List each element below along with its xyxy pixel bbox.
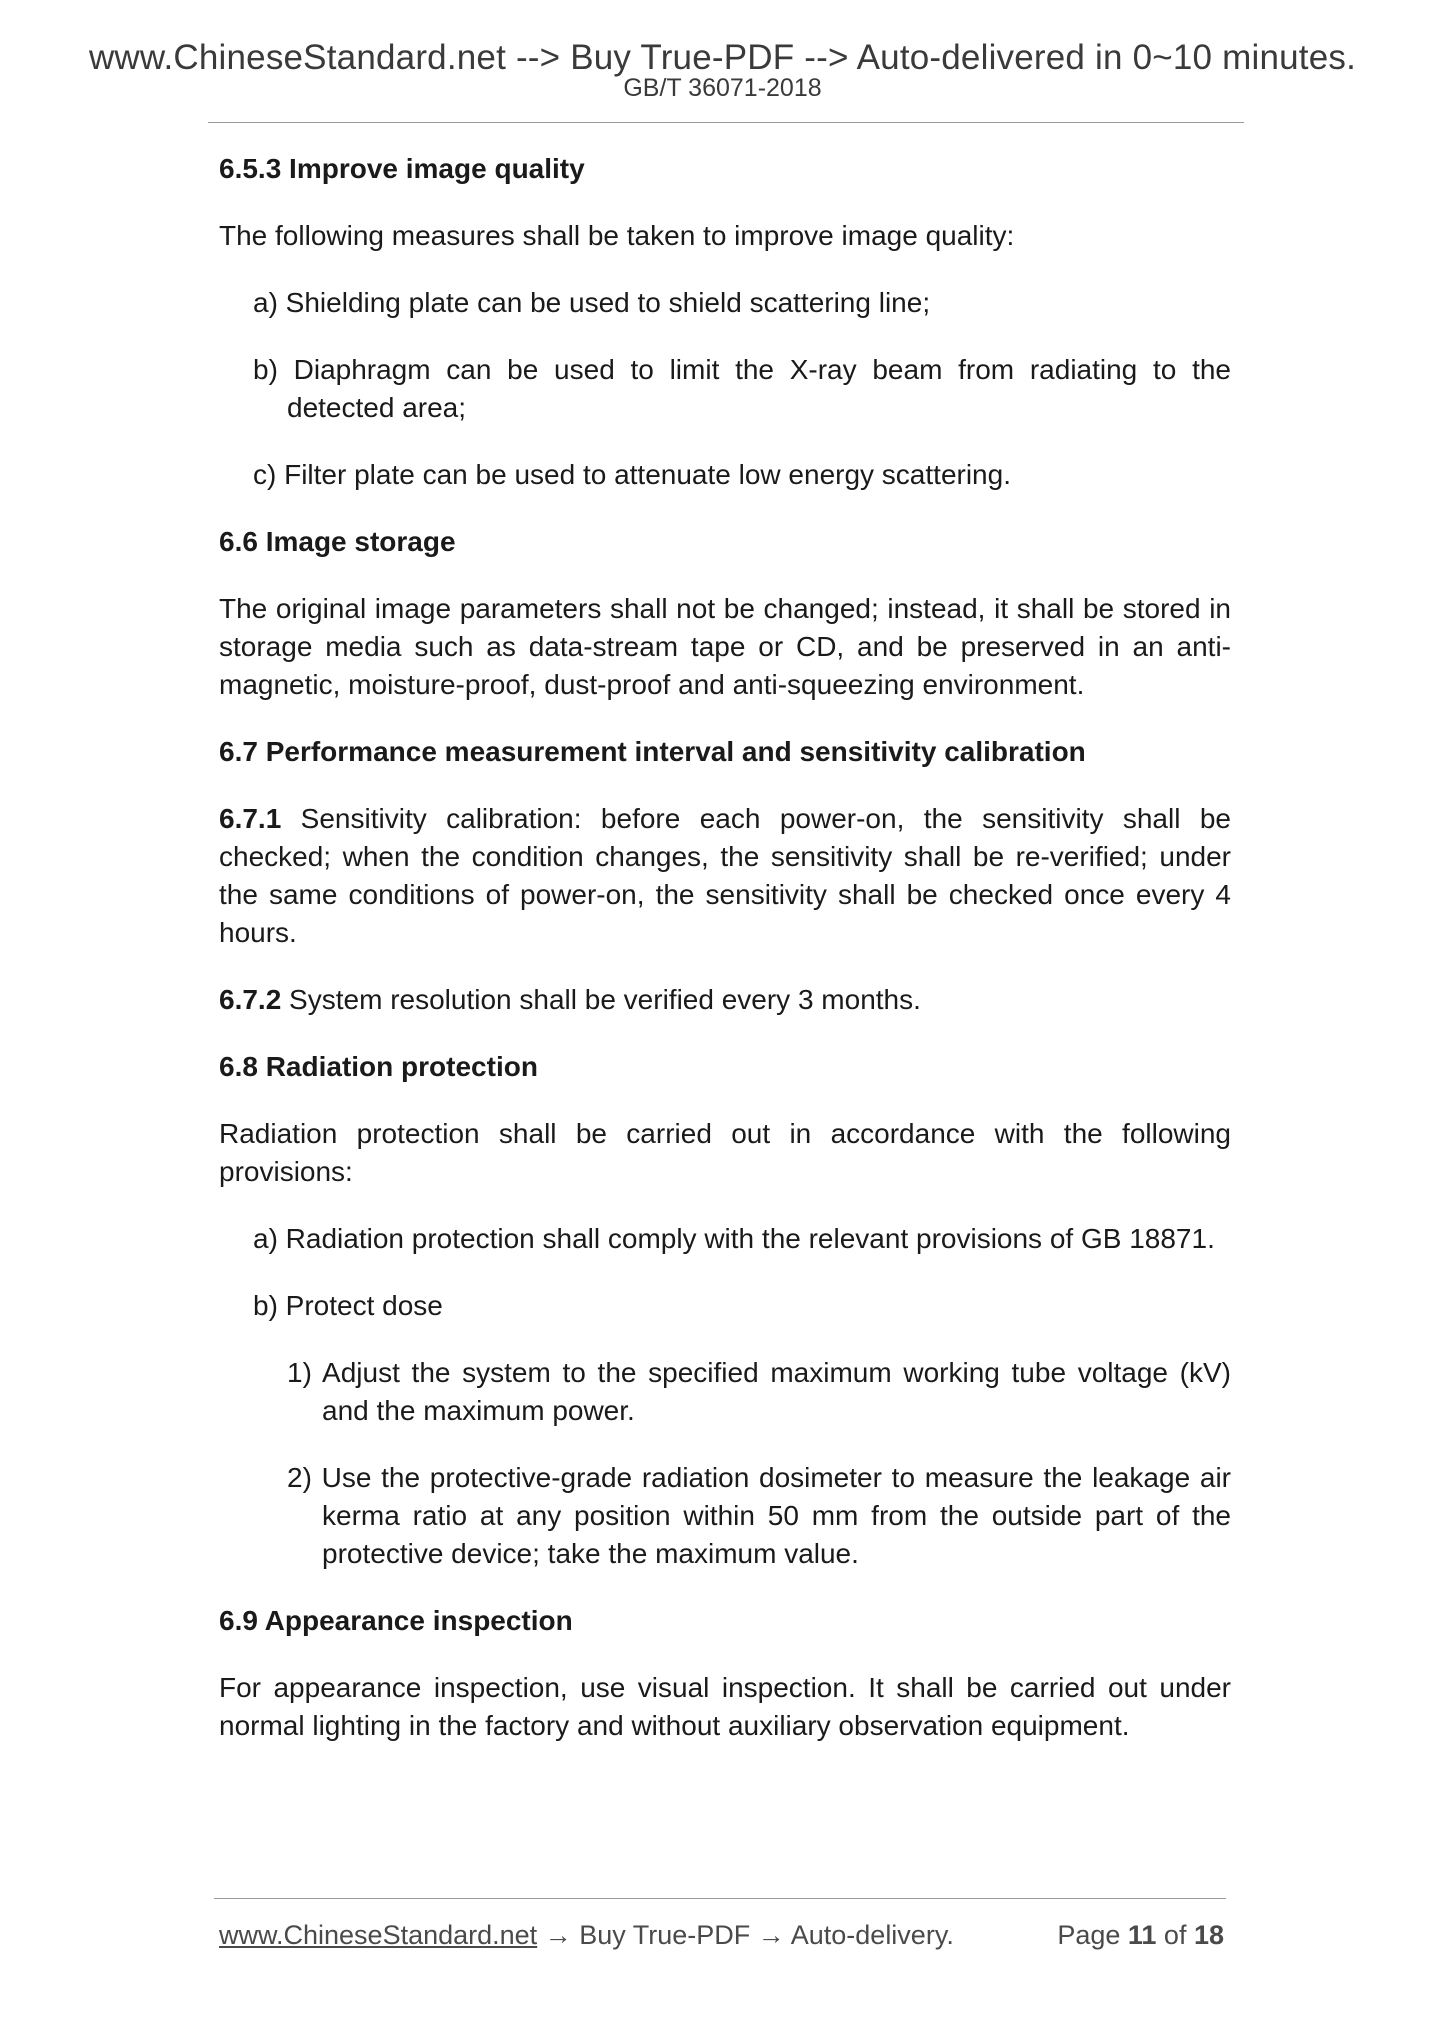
section-6-7-2 [219, 981, 1231, 1019]
list-item-c: c) Filter plate can be used to attenuate low energy scattering. [253, 459, 1011, 490]
clause-number: 6.7.1 [219, 803, 282, 834]
footer-tagline: → Buy True-PDF → Auto-delivery. [537, 1920, 954, 1950]
section-6-8-intro: Radiation protection shall be carried out in accordance with the following provisions: [219, 1118, 1231, 1187]
section-6-6-title: 6.6 Image storage [219, 526, 456, 557]
document-body [219, 150, 1231, 1774]
header-divider [208, 122, 1244, 123]
sub-item-2: 2) Use the protective-grade radiation dosimeter to measure the leakage air kerma ratio at any position within 50 mm from the outside part of the protective device; take the maximum value. [287, 1462, 1231, 1569]
footer-site-link[interactable]: www.ChineseStandard.net [219, 1920, 538, 1950]
section-6-6-text: The original image parameters shall not be changed; instead, it shall be stored in storage media such as data-stream tape or CD, and be preserved in an anti-magnetic, moisture-proof, dust-proof and anti-squeezing environment. [219, 593, 1231, 700]
page-label: Page [1057, 1920, 1128, 1950]
sub-item-1: 1) Adjust the system to the specified maximum working tube voltage (kV) and the maximum power. [287, 1357, 1231, 1426]
section-6-5-3-title: 6.5.3 Improve image quality [219, 153, 585, 184]
list-item-a: a) Radiation protection shall comply with the relevant provisions of GB 18871. [253, 1223, 1215, 1254]
section-6-8-title: 6.8 Radiation protection [219, 1051, 538, 1082]
standard-code: GB/T 36071-2018 [623, 74, 822, 102]
list-item-a: a) Shielding plate can be used to shield scattering line; [253, 287, 931, 318]
section-6-5-3-intro: The following measures shall be taken to improve image quality: [219, 220, 1015, 251]
footer-divider [214, 1898, 1226, 1899]
section-6-9-title: 6.9 Appearance inspection [219, 1605, 573, 1636]
list-item-b: b) Diaphragm can be used to limit the X-ray beam from radiating to the detected area; [253, 354, 1231, 423]
clause-number: 6.7.2 [219, 984, 282, 1015]
current-page: 11 [1127, 1920, 1157, 1950]
top-banner[interactable]: www.ChineseStandard.net --> Buy True-PDF --> Auto-delivered in 0~10 minutes. [88, 38, 1357, 77]
total-pages: 18 [1193, 1920, 1224, 1950]
section-6-7-title: 6.7 Performance measurement interval and sensitivity calibration [219, 736, 1086, 767]
clause-text: System resolution shall be verified every 3 months. [281, 984, 921, 1015]
clause-text: Sensitivity calibration: before each power-on, the sensitivity shall be checked; when the condition changes, the sensitivity shall be re-verified; under the same conditions of power-on, the sensitivity shall be checked once every 4 hours. [219, 803, 1231, 948]
section-6-7-1 [219, 800, 1231, 952]
list-item-b: b) Protect dose [253, 1290, 443, 1321]
footer-links [219, 1918, 954, 1952]
section-6-9-text: For appearance inspection, use visual inspection. It shall be carried out under normal lighting in the factory and without auxiliary observation equipment. [219, 1672, 1231, 1741]
page-indicator [1057, 1918, 1224, 1952]
page-of: of [1156, 1920, 1194, 1950]
